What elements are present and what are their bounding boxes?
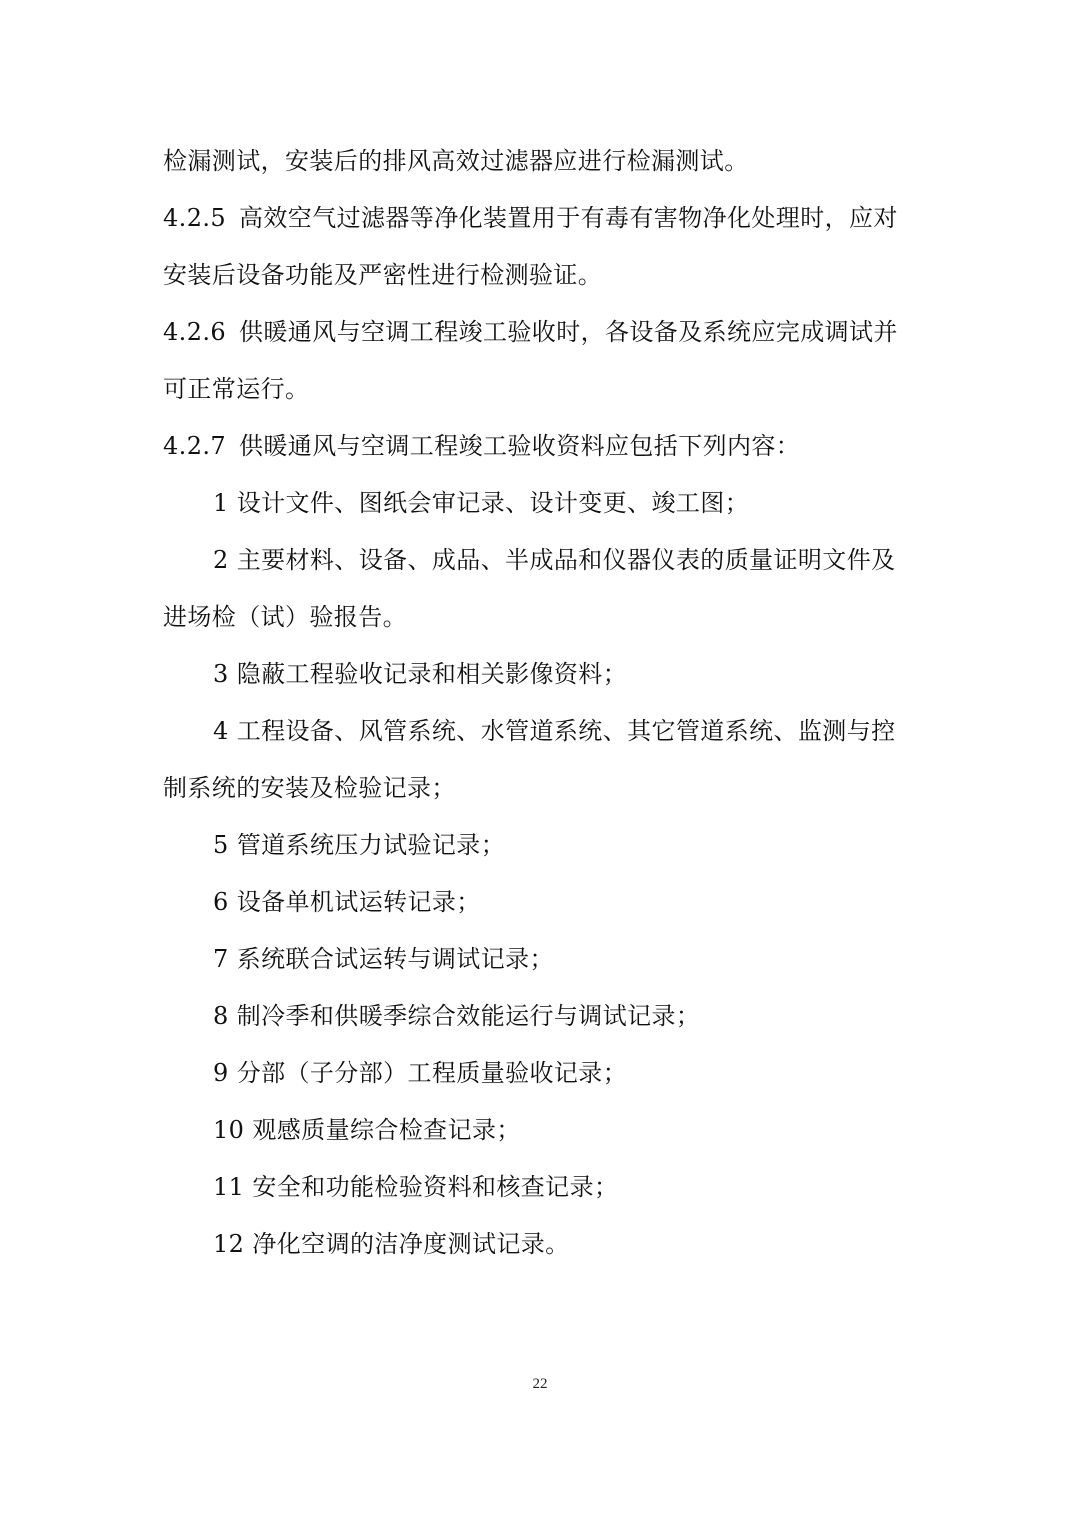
clause-4-2-5-line-2: 安装后设备功能及严密性进行检测验证。 xyxy=(163,261,603,289)
clause-text: 高效空气过滤器等净化装置用于有毒有害物净化处理时，应对 xyxy=(239,204,898,232)
page-number: 22 xyxy=(532,1376,548,1392)
list-item-10: 10 观感质量综合检查记录； xyxy=(213,1116,521,1144)
list-item-2: 2 主要材料、设备、成品、半成品和仪器仪表的质量证明文件及 xyxy=(213,546,896,574)
clause-4-2-7-line-1 xyxy=(163,418,919,475)
list-item-1: 1 设计文件、图纸会审记录、设计变更、竣工图； xyxy=(213,489,750,517)
clause-text: 供暖通风与空调工程竣工验收时，各设备及系统应完成调试并 xyxy=(239,318,898,346)
list-item-4: 4 工程设备、风管系统、水管道系统、其它管道系统、监测与控 xyxy=(213,717,896,745)
clause-number: 4.2.6 xyxy=(163,318,227,346)
list-item-11: 11 安全和功能检验资料和核查记录； xyxy=(213,1173,619,1201)
list-item-2-continuation: 进场检（试）验报告。 xyxy=(163,603,407,631)
clause-4-2-6-line-1 xyxy=(163,304,919,361)
clause-4-2-5-line-1 xyxy=(163,190,919,247)
clause-text: 供暖通风与空调工程竣工验收资料应包括下列内容： xyxy=(239,432,801,460)
list-item-12: 12 净化空调的洁净度测试记录。 xyxy=(213,1230,570,1258)
list-item-7: 7 系统联合试运转与调试记录； xyxy=(213,945,554,973)
clause-4-2-6-line-2: 可正常运行。 xyxy=(163,375,310,403)
list-item-4-continuation: 制系统的安装及检验记录； xyxy=(163,774,456,802)
list-item-6: 6 设备单机试运转记录； xyxy=(213,888,481,916)
list-item-3: 3 隐蔽工程验收记录和相关影像资料； xyxy=(213,660,628,688)
list-item-8: 8 制冷季和供暖季综合效能运行与调试记录； xyxy=(213,1002,701,1030)
continued-paragraph-line: 检漏测试，安装后的排风高效过滤器应进行检漏测试。 xyxy=(163,147,749,175)
list-item-9: 9 分部（子分部）工程质量验收记录； xyxy=(213,1059,628,1087)
clause-number: 4.2.7 xyxy=(163,432,227,460)
clause-number: 4.2.5 xyxy=(163,204,227,232)
list-item-5: 5 管道系统压力试验记录； xyxy=(213,831,506,859)
page-body xyxy=(163,133,919,1273)
